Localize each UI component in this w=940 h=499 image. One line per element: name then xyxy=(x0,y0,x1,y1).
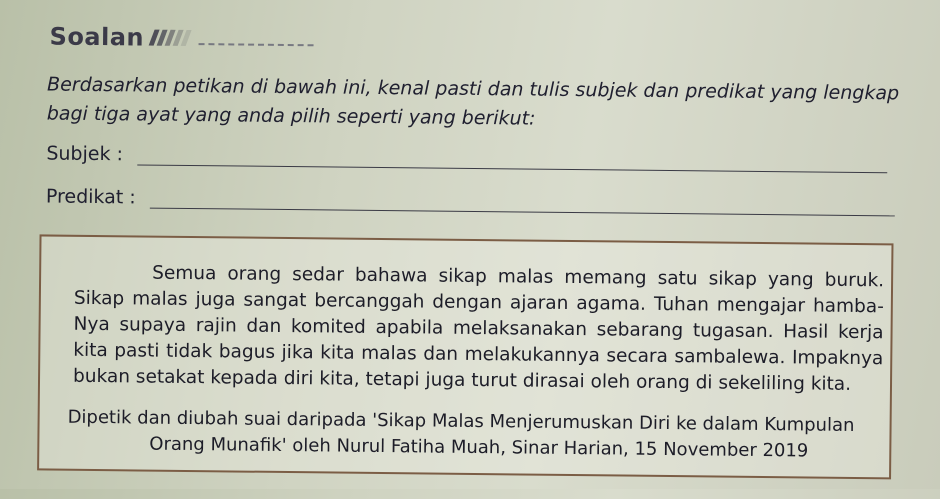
heading-dashed-line xyxy=(199,43,314,46)
source-line-1: Dipetik dan diubah suai daripada 'Sikap Malas Menjerumuskan Diri ke dalam Kumpulan xyxy=(67,406,855,436)
predikat-row xyxy=(46,185,895,216)
subjek-label: Subjek : xyxy=(46,142,124,166)
subjek-row xyxy=(46,142,887,173)
heading-row xyxy=(49,23,314,54)
subjek-answer-line[interactable] xyxy=(137,144,887,173)
instruction-text: Berdasarkan petikan di bawah ini, kenal pasti dan tulis subjek dan predikat yang lengkap bagi tiga ayat yang anda pilih seperti yang berikut: xyxy=(46,73,900,130)
heading-slashes-decoration xyxy=(152,30,189,46)
source-citation xyxy=(67,405,887,466)
source-line-2: Orang Munafik' oleh Nurul Fatiha Muah, Sinar Harian, 15 November 2019 xyxy=(149,433,809,462)
passage-text: Semua orang sedar bahawa sikap malas memang satu sikap yang buruk. Sikap malas juga sangat bercanggah dengan ajaran agama. Tuhan mengajar hamba-Nya supaya rajin dan komited apabila melaksanakan sebarang tugasan. Hasil kerja kita pasti tidak bagus jika kita malas dan melakukannya secara sambalewa. Impaknya bukan setakat kepada diri kita, tetapi juga turut dirasai oleh orang di sekeliling kita. xyxy=(72,262,885,395)
predikat-label: Predikat : xyxy=(45,185,136,209)
section-heading: Soalan xyxy=(49,22,145,52)
passage-box xyxy=(37,234,893,479)
predikat-answer-line[interactable] xyxy=(150,188,895,217)
